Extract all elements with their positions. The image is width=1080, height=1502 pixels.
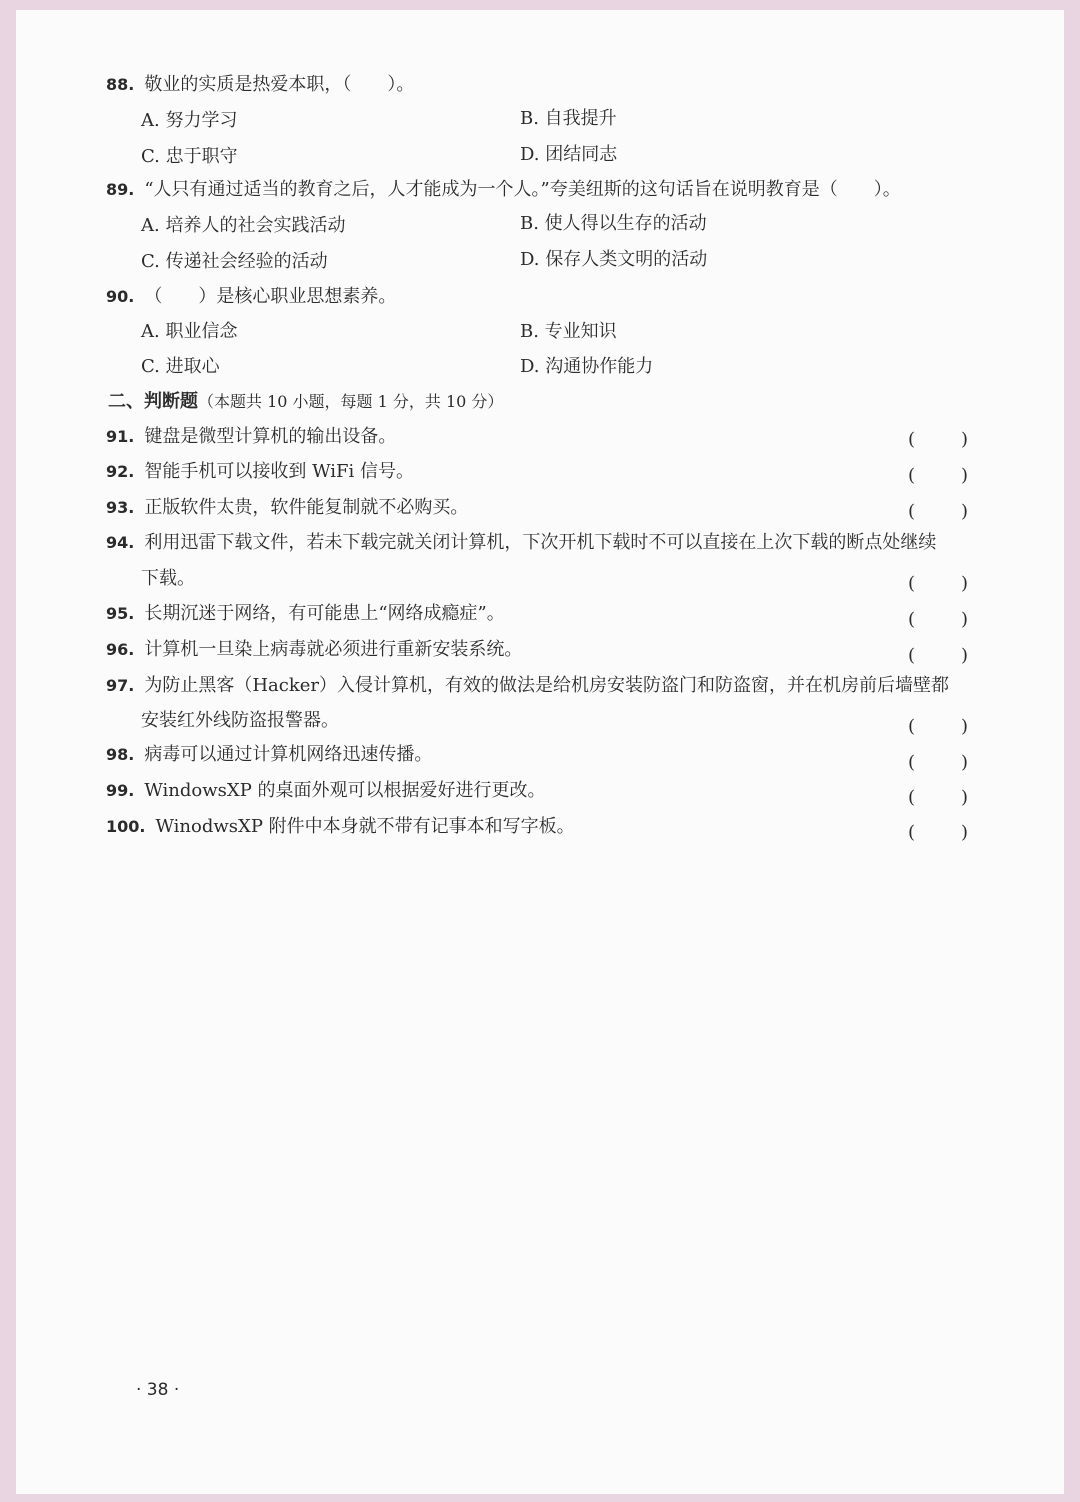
option-c: C. 忠于职守	[141, 146, 238, 167]
option-d: D. 保存人类文明的活动	[520, 249, 708, 270]
question-stem: 敬业的实质是热爱本职，（ ）。	[144, 74, 415, 95]
section-title: 二、判断题	[108, 391, 198, 412]
option-d: D. 团结同志	[520, 144, 618, 165]
question-stem: （ ）是核心职业思想素养。	[144, 286, 397, 307]
question-text: 智能手机可以接收到 WiFi 信号。	[144, 461, 414, 482]
question-text-continued: 下载。	[141, 568, 195, 589]
option-a: A. 培养人的社会实践活动	[141, 215, 346, 236]
answer-blank: ( )	[908, 645, 968, 666]
question-text: 键盘是微型计算机的输出设备。	[144, 426, 397, 447]
answer-blank: ( )	[908, 465, 968, 486]
answer-blank: ( )	[908, 822, 968, 843]
question-text: 长期沉迷于网络，有可能患上“网络成瘾症”。	[144, 603, 505, 624]
question-text: WindowsXP 的桌面外观可以根据爱好进行更改。	[144, 780, 546, 801]
question-number: 93.	[106, 498, 135, 517]
question-number: 96.	[106, 640, 135, 659]
question-number: 88.	[106, 75, 135, 94]
question-text: 利用迅雷下载文件，若未下载完就关闭计算机，下次开机下载时不可以直接在上次下载的断点处继续	[144, 532, 937, 553]
question-90	[106, 285, 396, 309]
question-number: 91.	[106, 427, 135, 446]
question-number: 100.	[106, 817, 146, 836]
option-c: C. 传递社会经验的活动	[141, 251, 328, 272]
answer-blank: ( )	[908, 573, 968, 594]
option-b: B. 使人得以生存的活动	[520, 213, 707, 234]
question-number: 90.	[106, 287, 135, 306]
answer-blank: ( )	[908, 752, 968, 773]
question-number: 92.	[106, 462, 135, 481]
question-95	[106, 602, 505, 626]
question-text: 计算机一旦染上病毒就必须进行重新安装系统。	[144, 639, 523, 660]
section-heading	[108, 390, 503, 414]
exam-page	[16, 10, 1064, 1494]
question-89	[106, 178, 901, 202]
option-b: B. 专业知识	[520, 321, 617, 342]
question-88	[106, 73, 414, 97]
option-a: A. 努力学习	[141, 110, 238, 131]
question-98	[106, 743, 432, 767]
question-92	[106, 460, 414, 484]
section-note: （本题共 10 小题，每题 1 分，共 10 分）	[198, 392, 504, 411]
option-c: C. 进取心	[141, 356, 220, 377]
answer-blank: ( )	[908, 609, 968, 630]
answer-blank: ( )	[908, 716, 968, 737]
question-number: 98.	[106, 745, 135, 764]
answer-blank: ( )	[908, 429, 968, 450]
question-94	[106, 531, 936, 555]
question-99	[106, 779, 546, 803]
page-number: · 38 ·	[136, 1380, 180, 1400]
option-d: D. 沟通协作能力	[520, 356, 654, 377]
question-number: 99.	[106, 781, 135, 800]
question-number: 97.	[106, 676, 135, 695]
question-93	[106, 496, 468, 520]
question-text: 病毒可以通过计算机网络迅速传播。	[144, 744, 433, 765]
option-b: B. 自我提升	[520, 108, 617, 129]
question-number: 89.	[106, 180, 135, 199]
question-text-continued: 安装红外线防盗报警器。	[141, 710, 339, 731]
question-text: 为防止黑客（Hacker）入侵计算机，有效的做法是给机房安装防盗门和防盗窗，并在机房前后墙壁都	[144, 675, 950, 696]
question-text: 正版软件太贵，软件能复制就不必购买。	[144, 497, 469, 518]
question-stem: “人只有通过适当的教育之后，人才能成为一个人。”夸美纽斯的这句话旨在说明教育是（ ）。	[144, 179, 901, 200]
question-100	[106, 815, 575, 839]
question-text: WinodwsXP 附件中本身就不带有记事本和写字板。	[155, 816, 575, 837]
answer-blank: ( )	[908, 501, 968, 522]
question-97	[106, 674, 949, 698]
question-number: 95.	[106, 604, 135, 623]
answer-blank: ( )	[908, 787, 968, 808]
option-a: A. 职业信念	[141, 321, 238, 342]
question-91	[106, 425, 396, 449]
question-96	[106, 638, 522, 662]
question-number: 94.	[106, 533, 135, 552]
